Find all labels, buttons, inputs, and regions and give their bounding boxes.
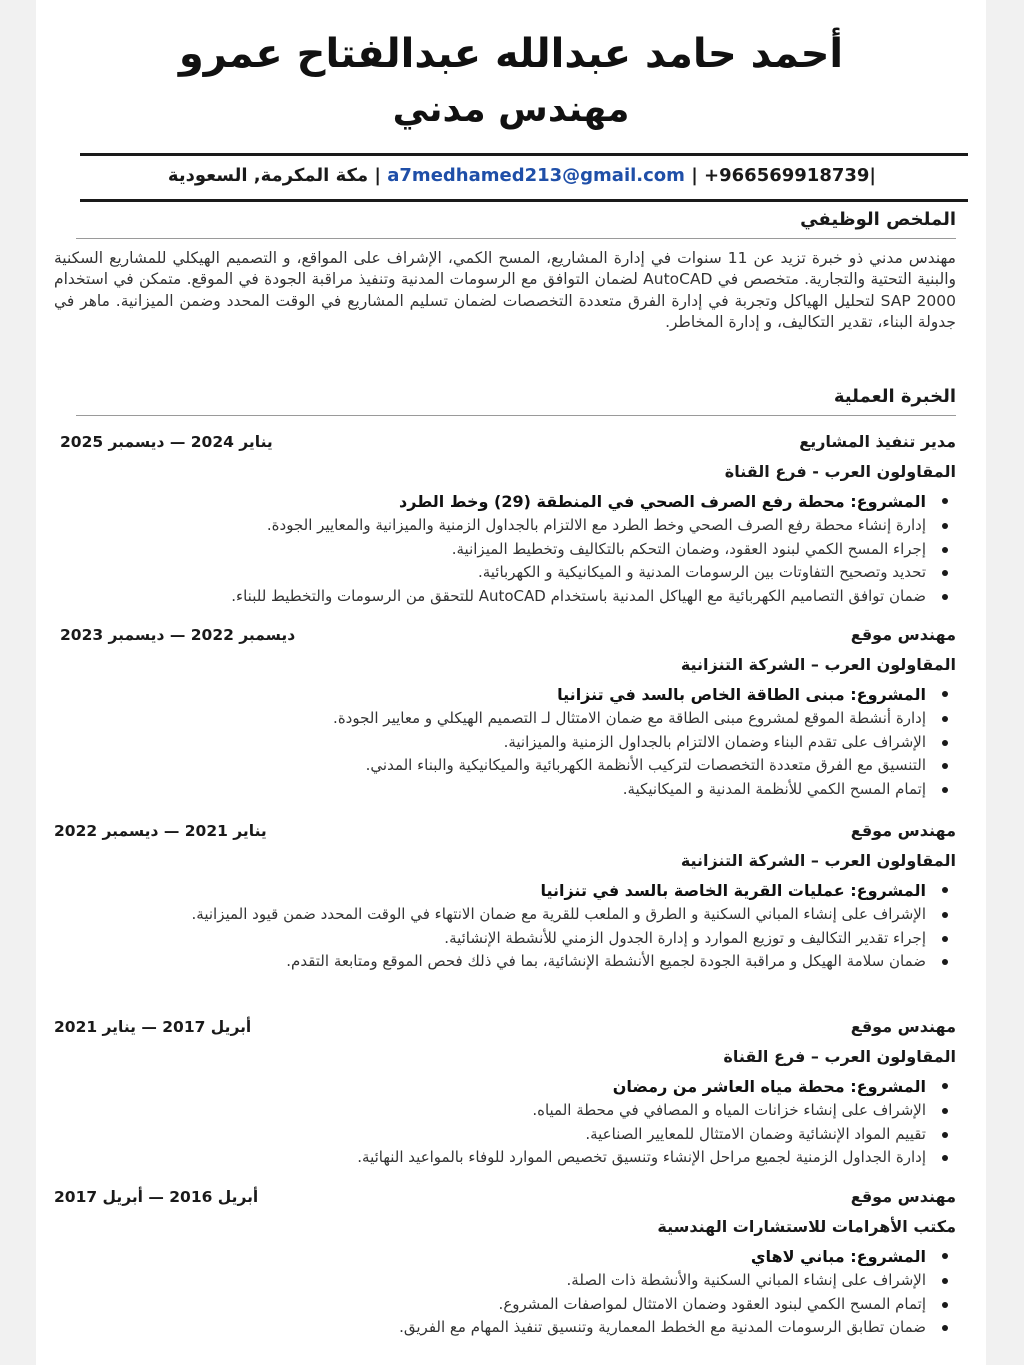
bullet-item: إدارة أنشطة الموقع لمشروع مبنى الطاقة مع ضمان الامتثال لـ التصميم الهيكلي و معايير الجودة. bbox=[54, 707, 956, 731]
bullet-list bbox=[54, 489, 956, 608]
header-divider-top bbox=[80, 153, 968, 156]
bullet-list bbox=[54, 682, 956, 801]
job-entry bbox=[54, 818, 956, 974]
bullet-list bbox=[54, 878, 956, 974]
job-entry bbox=[54, 1184, 956, 1340]
contact-separator: | bbox=[368, 165, 388, 186]
company-name: مكتب الأهرامات للاستشارات الهندسية bbox=[657, 1217, 956, 1236]
contact-separator: | bbox=[684, 165, 705, 186]
bullet-item: ضمان سلامة الهيكل و مراقبة الجودة لجميع الأنشطة الإنشائية، بما في ذلك فحص الموقع ومتابعة التقدم. bbox=[54, 950, 956, 974]
job-entry bbox=[54, 1014, 956, 1170]
section-title-experience: الخبرة العملية bbox=[76, 383, 956, 416]
bullet-list bbox=[54, 1244, 956, 1340]
job-date: يناير 2024 — ديسمبر 2025 bbox=[60, 433, 273, 451]
bullet-item: الإشراف على تقدم البناء وضمان الالتزام بالجداول الزمنية والميزانية. bbox=[54, 731, 956, 755]
bullet-item: إتمام المسح الكمي لبنود العقود وضمان الامتثال لمواصفات المشروع. bbox=[54, 1293, 956, 1317]
job-title: مهندس موقع bbox=[850, 821, 956, 840]
project-name: المشروع: مباني لاهاي bbox=[54, 1244, 956, 1269]
header-divider-bottom bbox=[80, 199, 968, 202]
job-entry bbox=[54, 429, 956, 608]
job-title: مدير تنفيذ المشاريع bbox=[799, 432, 956, 451]
email-link[interactable]: a7medhamed213@gmail.com bbox=[387, 165, 685, 186]
resume-page bbox=[36, 0, 986, 1365]
bullet-item: تحديد وتصحيح التفاوتات بين الرسومات المدنية و الميكانيكية و الكهربائية. bbox=[54, 561, 956, 585]
bullet-item: إجراء المسح الكمي لبنود العقود، وضمان التحكم بالتكاليف وتخطيط الميزانية. bbox=[54, 538, 956, 562]
company-name: المقاولون العرب – فرع القناة bbox=[723, 1047, 956, 1066]
bullet-item: الإشراف على إنشاء المباني السكنية و الطرق و الملعب للقرية مع ضمان الانتهاء في الوقت المحدد ضمن قيود الميزانية. bbox=[54, 903, 956, 927]
project-name: المشروع: مبنى الطاقة الخاص بالسد في تنزانيا bbox=[54, 682, 956, 707]
summary-text: مهندس مدني ذو خبرة تزيد عن 11 سنوات في إدارة المشاريع، المسح الكمي، الإشراف على المواقع، و التصميم الهيكلي للمشاريع السكنية والبنية التحتية والتجارية. متخصص في AutoCAD لضمان التوافق مع الرسومات المدنية وتنفيذ مراقبة الجودة في الموقع. متمكن في استخدام SAP 2000 لتحليل الهياكل وتجربة في إدارة الفرق متعددة التخصصات لضمان تسليم المشاريع في الوقت المحدد وضمن الميزانية. ماهر في جدولة البناء، تقدير التكاليف، و إدارة المخاطر. bbox=[54, 249, 956, 331]
bullet-item: ضمان توافق التصاميم الكهربائية مع الهياكل المدنية باستخدام AutoCAD للتحقق من الرسومات والتخطيط للبناء. bbox=[54, 585, 956, 609]
job-title: مهندس موقع bbox=[850, 1187, 956, 1206]
job-date: أبريل 2016 — أبريل 2017 bbox=[54, 1188, 259, 1206]
job-title: مهندس موقع bbox=[850, 625, 956, 644]
bullet-item: إتمام المسح الكمي للأنظمة المدنية و الميكانيكية. bbox=[54, 778, 956, 802]
bullet-item: الإشراف على إنشاء المباني السكنية والأنشطة ذات الصلة. bbox=[54, 1269, 956, 1293]
project-name: المشروع: عمليات القرية الخاصة بالسد في تنزانيا bbox=[54, 878, 956, 903]
job-date: يناير 2021 — ديسمبر 2022 bbox=[54, 822, 267, 840]
bullet-list bbox=[54, 1074, 956, 1170]
company-name: المقاولون العرب – الشركة التنزانية bbox=[680, 851, 956, 870]
job-date: أبريل 2017 — يناير 2021 bbox=[54, 1018, 252, 1036]
bullet-item: إجراء تقدير التكاليف و توزيع الموارد و إدارة الجدول الزمني للأنشطة الإنشائية. bbox=[54, 927, 956, 951]
candidate-title: مهندس مدني bbox=[392, 89, 630, 130]
location: مكة المكرمة, السعودية bbox=[167, 165, 369, 186]
bullet-item: ضمان تطابق الرسومات المدنية مع الخطط المعمارية وتنسيق تنفيذ المهام مع الفريق. bbox=[54, 1316, 956, 1340]
candidate-name: أحمد حامد عبدالله عبدالفتاح عمرو bbox=[178, 31, 844, 77]
contact-line bbox=[136, 162, 876, 190]
bullet-item: إدارة إنشاء محطة رفع الصرف الصحي وخط الطرد مع الالتزام بالجداول الزمنية والميزانية والمعايير الجودة. bbox=[54, 514, 956, 538]
phone-number: +966569918739| bbox=[704, 165, 876, 186]
bullet-item: التنسيق مع الفرق متعددة التخصصات لتركيب الأنظمة الكهربائية والميكانيكية والبناء المدني. bbox=[54, 754, 956, 778]
job-date: ديسمبر 2022 — ديسمبر 2023 bbox=[60, 626, 296, 644]
section-title-summary: الملخص الوظيفي bbox=[76, 206, 956, 239]
company-name: المقاولون العرب – الشركة التنزانية bbox=[680, 655, 956, 674]
job-title: مهندس موقع bbox=[850, 1017, 956, 1036]
bullet-item: الإشراف على إنشاء خزانات المياه و المصافي في محطة المياه. bbox=[54, 1099, 956, 1123]
job-entry bbox=[54, 622, 956, 801]
company-name: المقاولون العرب - فرع القناة bbox=[724, 462, 956, 481]
project-name: المشروع: محطة مياه العاشر من رمضان bbox=[54, 1074, 956, 1099]
bullet-item: تقييم المواد الإنشائية وضمان الامتثال للمعايير الصناعية. bbox=[54, 1123, 956, 1147]
project-name: المشروع: محطة رفع الصرف الصحي في المنطقة (29) وخط الطرد bbox=[54, 489, 956, 514]
bullet-item: إدارة الجداول الزمنية لجميع مراحل الإنشاء وتنسيق تخصيص الموارد للوفاء بالمواعيد النهائية. bbox=[54, 1146, 956, 1170]
